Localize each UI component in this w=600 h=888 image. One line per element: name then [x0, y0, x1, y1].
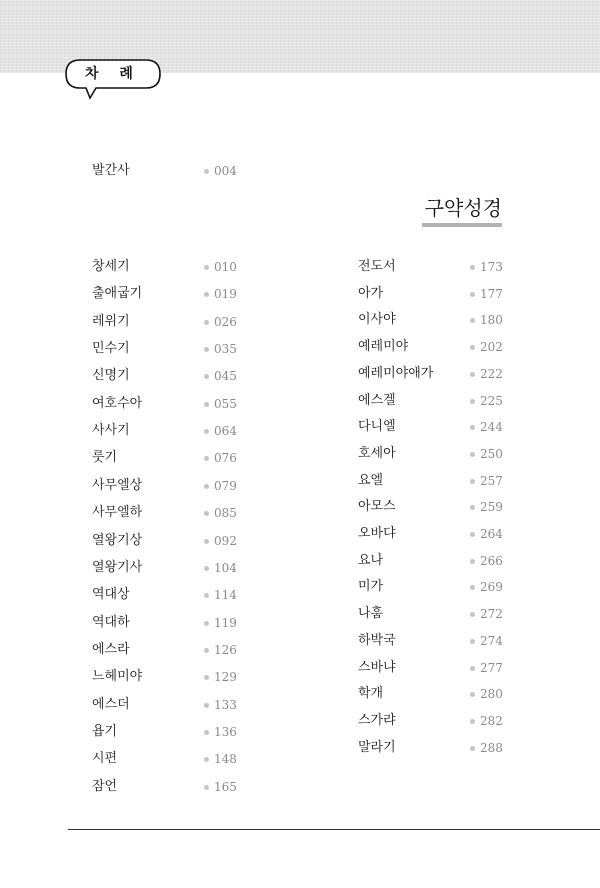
entry-name: 여호수아: [92, 395, 143, 411]
entry-name: 사무엘상: [92, 477, 143, 493]
entry-page: 055: [214, 396, 237, 411]
entry-name: 출애굽기: [92, 286, 143, 302]
bullet-dot-icon: [204, 265, 209, 270]
entry-name: 발간사: [92, 163, 130, 178]
entry-name: 예레미야: [358, 339, 409, 355]
entry-page: 272: [480, 607, 503, 622]
entry-page: 114: [214, 588, 237, 603]
bullet-dot-icon: [470, 372, 475, 377]
entry-name: 역대상: [92, 587, 130, 603]
entry-page: 026: [214, 314, 237, 329]
entry-name: 사무엘하: [92, 505, 143, 521]
entry-page: 225: [480, 393, 503, 408]
bullet-dot-icon: [470, 265, 475, 270]
entry-page: 173: [480, 260, 503, 274]
entry-name: 아모스: [358, 499, 396, 515]
bullet-dot-icon: [470, 559, 475, 564]
entry-page: 092: [214, 533, 237, 548]
entry-name: 민수기: [92, 341, 130, 357]
entry-name: 미가: [358, 579, 384, 595]
bottom-divider: [68, 829, 600, 830]
entry-name: 전도서: [358, 259, 396, 274]
entry-page: 045: [214, 369, 237, 384]
entry-page: 264: [480, 527, 503, 541]
bullet-dot-icon: [204, 675, 209, 680]
bullet-dot-icon: [204, 320, 209, 325]
entry-page: 119: [214, 615, 237, 630]
entry-name: 스바냐: [358, 659, 396, 675]
entry-page: 280: [480, 687, 503, 702]
entry-page: 136: [214, 724, 237, 739]
entry-page: 076: [214, 451, 237, 466]
entry-name: 말라기: [358, 739, 396, 755]
entry-page: 010: [214, 260, 237, 274]
entry-page: 104: [214, 560, 237, 575]
entry-page: 222: [480, 366, 503, 381]
bullet-dot-icon: [204, 730, 209, 735]
entry-page: 079: [214, 478, 237, 493]
bullet-dot-icon: [470, 479, 475, 484]
entry-name: 이사야: [358, 312, 396, 328]
entry-name: 다니엘: [358, 419, 396, 435]
entry-name: 스가랴: [358, 712, 396, 728]
entry-page: 004: [214, 164, 237, 178]
bullet-dot-icon: [470, 585, 475, 590]
bullet-dot-icon: [470, 425, 475, 430]
bullet-dot-icon: [204, 621, 209, 626]
entry-name: 호세아: [358, 445, 396, 461]
bullet-dot-icon: [204, 511, 209, 516]
entry-page: 180: [480, 313, 503, 328]
entry-page: 259: [480, 500, 503, 515]
bullet-dot-icon: [204, 539, 209, 544]
entry-page: 133: [214, 697, 237, 712]
entry-page: 126: [214, 642, 237, 657]
entry-name: 열왕기사: [92, 559, 143, 575]
entry-name: 아가: [358, 285, 384, 301]
entry-name: 창세기: [92, 259, 130, 274]
entry-page: 288: [480, 740, 503, 755]
bullet-dot-icon: [204, 566, 209, 571]
bullet-dot-icon: [204, 593, 209, 598]
entry-name: 에스더: [92, 696, 130, 712]
entry-name: 에스라: [92, 641, 130, 657]
bullet-dot-icon: [470, 399, 475, 404]
entry-page: 277: [480, 660, 503, 675]
bullet-dot-icon: [470, 666, 475, 671]
bullet-dot-icon: [470, 612, 475, 617]
bullet-dot-icon: [204, 292, 209, 297]
entry-page: 035: [214, 342, 237, 357]
entry-name: 욥기: [92, 723, 118, 739]
entry-name: 요나: [358, 552, 384, 568]
entry-name: 에스겔: [358, 392, 396, 408]
bullet-dot-icon: [470, 692, 475, 697]
bullet-dot-icon: [204, 374, 209, 379]
entry-name: 학개: [358, 686, 384, 702]
entry-page: 085: [214, 506, 237, 521]
bullet-dot-icon: [204, 347, 209, 352]
bullet-dot-icon: [204, 429, 209, 434]
bullet-dot-icon: [204, 785, 209, 790]
bullet-dot-icon: [470, 345, 475, 350]
entry-page: 274: [480, 633, 503, 648]
entry-page: 282: [480, 713, 503, 728]
bullet-dot-icon: [204, 402, 209, 407]
entry-name: 역대하: [92, 614, 130, 630]
bullet-dot-icon: [470, 532, 475, 537]
entry-name: 사사기: [92, 423, 130, 439]
section-title-underline: [422, 223, 502, 227]
entry-page: 064: [214, 424, 237, 439]
entry-name: 시편: [92, 751, 118, 767]
bullet-dot-icon: [204, 703, 209, 708]
toc-title: 차 례: [85, 66, 141, 82]
entry-name: 잠언: [92, 778, 118, 794]
entry-page: 202: [480, 340, 503, 355]
bullet-dot-icon: [204, 456, 209, 461]
entry-page: 165: [214, 779, 237, 794]
bullet-dot-icon: [470, 318, 475, 323]
bullet-dot-icon: [204, 169, 209, 174]
entry-page: 019: [214, 287, 237, 302]
bullet-dot-icon: [204, 757, 209, 762]
entry-name: 나훔: [358, 606, 384, 622]
entry-name: 하박국: [358, 632, 396, 648]
entry-name: 예레미야애가: [358, 365, 434, 381]
bullet-dot-icon: [470, 505, 475, 510]
bullet-dot-icon: [470, 746, 475, 751]
bullet-dot-icon: [470, 292, 475, 297]
bullet-dot-icon: [470, 452, 475, 457]
entry-page: 257: [480, 473, 503, 488]
entry-name: 열왕기상: [92, 532, 143, 548]
entry-page: 250: [480, 446, 503, 461]
entry-page: 129: [214, 670, 237, 685]
entry-name: 룻기: [92, 450, 118, 466]
entry-name: 느헤미야: [92, 669, 143, 685]
bullet-dot-icon: [470, 719, 475, 724]
entry-page: 244: [480, 420, 503, 435]
bullet-dot-icon: [204, 484, 209, 489]
entry-page: 266: [480, 553, 503, 568]
entry-name: 신명기: [92, 368, 130, 384]
bullet-dot-icon: [470, 639, 475, 644]
entry-name: 요엘: [358, 472, 384, 488]
toc-title-bubble: [60, 54, 170, 104]
entry-page: 269: [480, 580, 503, 595]
entry-page: 148: [214, 752, 237, 767]
entry-name: 레위기: [92, 313, 130, 329]
entry-name: 오바댜: [358, 526, 396, 541]
section-title: 구약성경: [424, 196, 502, 220]
entry-page: 177: [480, 286, 503, 301]
bullet-dot-icon: [204, 648, 209, 653]
